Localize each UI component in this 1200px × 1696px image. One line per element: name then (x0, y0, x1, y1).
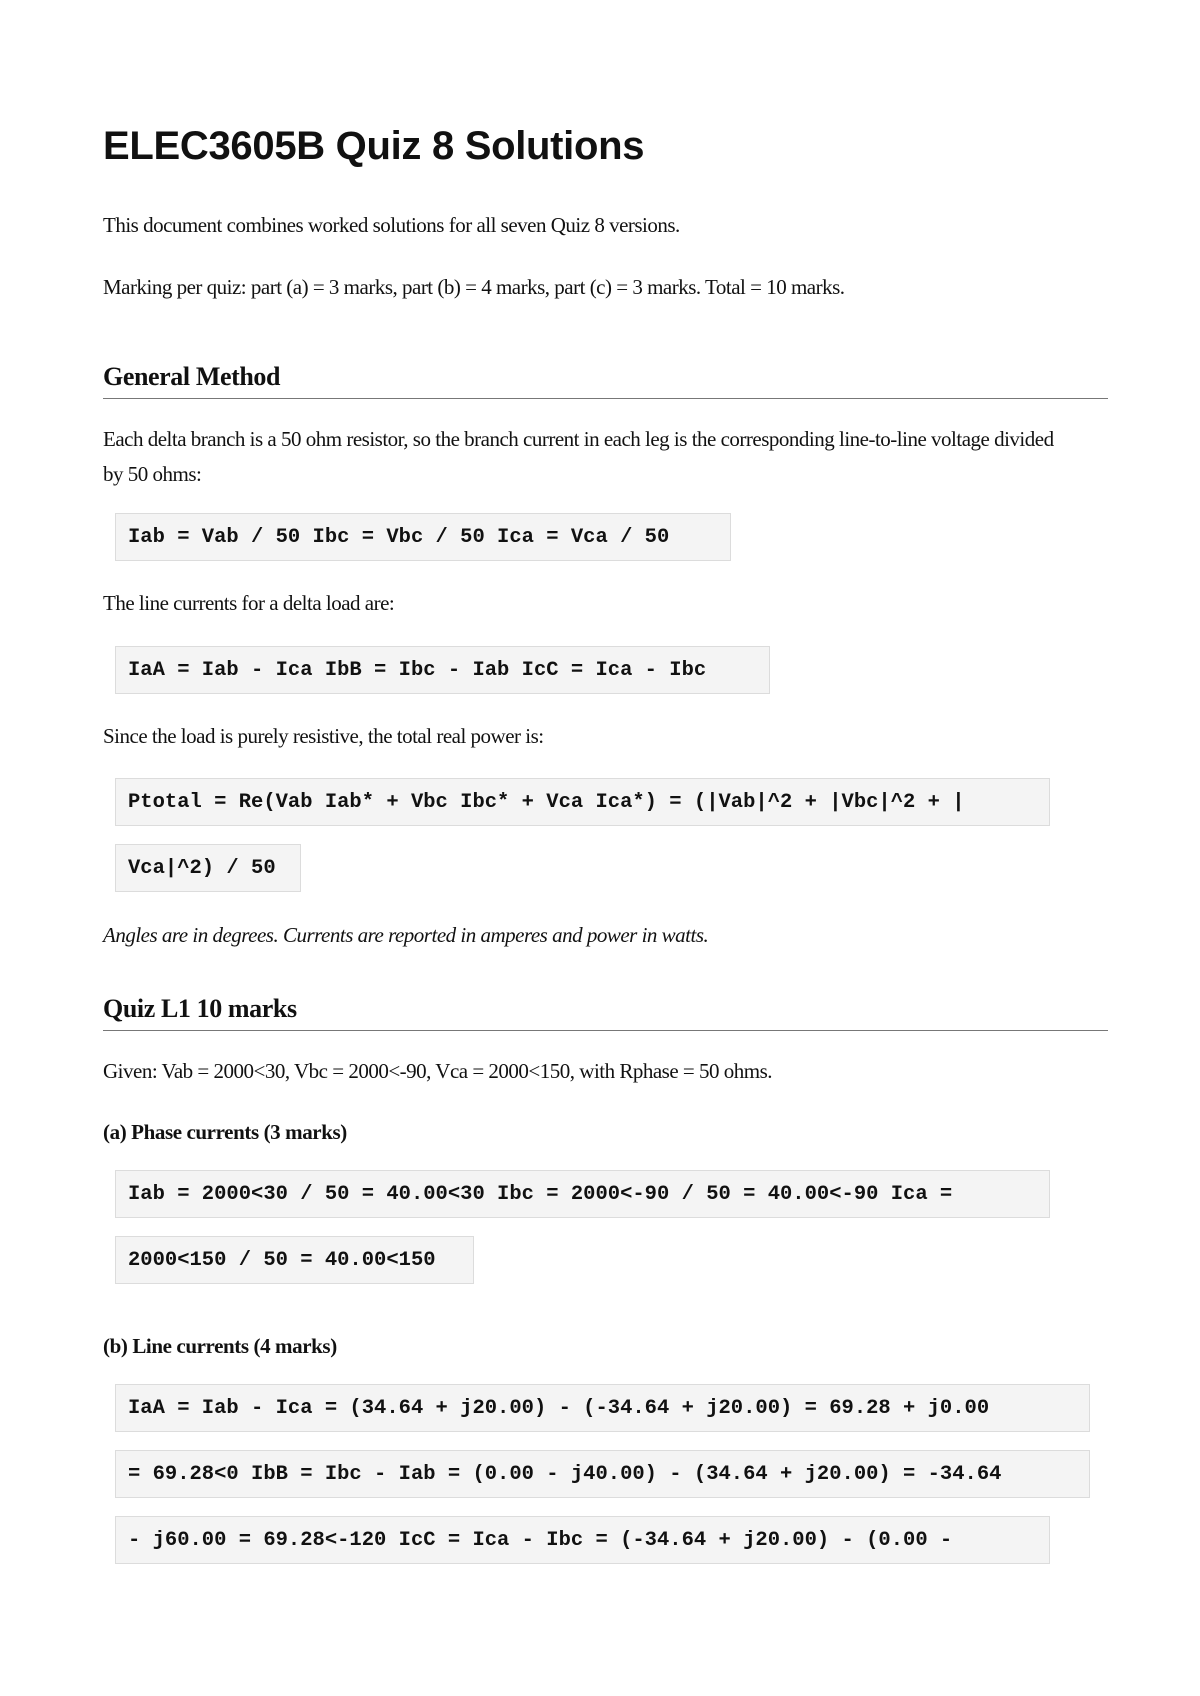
code-block-part-b-line-1: IaA = Iab - Ica = (34.64 + j20.00) - (-34.64 + j20.00) = 69.28 + j0.00 (115, 1384, 1090, 1432)
section-heading-quiz-l1: Quiz L1 10 marks (103, 994, 1108, 1031)
code-block-part-b-line-3: - j60.00 = 69.28<-120 IcC = Ica - Ibc = (-34.64 + j20.00) - (0.00 - (115, 1516, 1050, 1564)
code-block-part-a-line-2: 2000<150 / 50 = 40.00<150 (115, 1236, 474, 1284)
code-block-part-b-line-2: = 69.28<0 IbB = Ibc - Iab = (0.00 - j40.00) - (34.64 + j20.00) = -34.64 (115, 1450, 1090, 1498)
part-a-heading: (a) Phase currents (3 marks) (103, 1120, 347, 1144)
code-block-branch-currents: Iab = Vab / 50 Ibc = Vbc / 50 Ica = Vca / 50 (115, 513, 731, 561)
code-block-part-a-line-1: Iab = 2000<30 / 50 = 40.00<30 Ibc = 2000<-90 / 50 = 40.00<-90 Ica = (115, 1170, 1050, 1218)
part-b-heading: (b) Line currents (4 marks) (103, 1334, 337, 1358)
intro-text: This document combines worked solutions for all seven Quiz 8 versions. (103, 213, 680, 237)
section-heading-general-method: General Method (103, 362, 1108, 399)
quiz-l1-given: Given: Vab = 2000<30, Vbc = 2000<-90, Vca = 2000<150, with Rphase = 50 ohms. (103, 1059, 773, 1083)
code-block-line-currents: IaA = Iab - Ica IbB = Ibc - Iab IcC = Ica - Ibc (115, 646, 770, 694)
power-intro: Since the load is purely resistive, the total real power is: (103, 724, 544, 748)
units-note: Angles are in degrees. Currents are reported in amperes and power in watts. (103, 923, 709, 947)
general-method-paragraph: Each delta branch is a 50 ohm resistor, so the branch current in each leg is the corresponding line-to-line voltage divided by 50 ohms: (103, 427, 1054, 486)
page-title: ELEC3605B Quiz 8 Solutions (103, 124, 645, 168)
marking-text: Marking per quiz: part (a) = 3 marks, part (b) = 4 marks, part (c) = 3 marks. Total = 10 marks. (103, 275, 845, 299)
code-block-power-line-1: Ptotal = Re(Vab Iab* + Vbc Ibc* + Vca Ica*) = (|Vab|^2 + |Vbc|^2 + | (115, 778, 1050, 826)
code-block-power-line-2: Vca|^2) / 50 (115, 844, 301, 892)
line-currents-intro: The line currents for a delta load are: (103, 591, 395, 615)
